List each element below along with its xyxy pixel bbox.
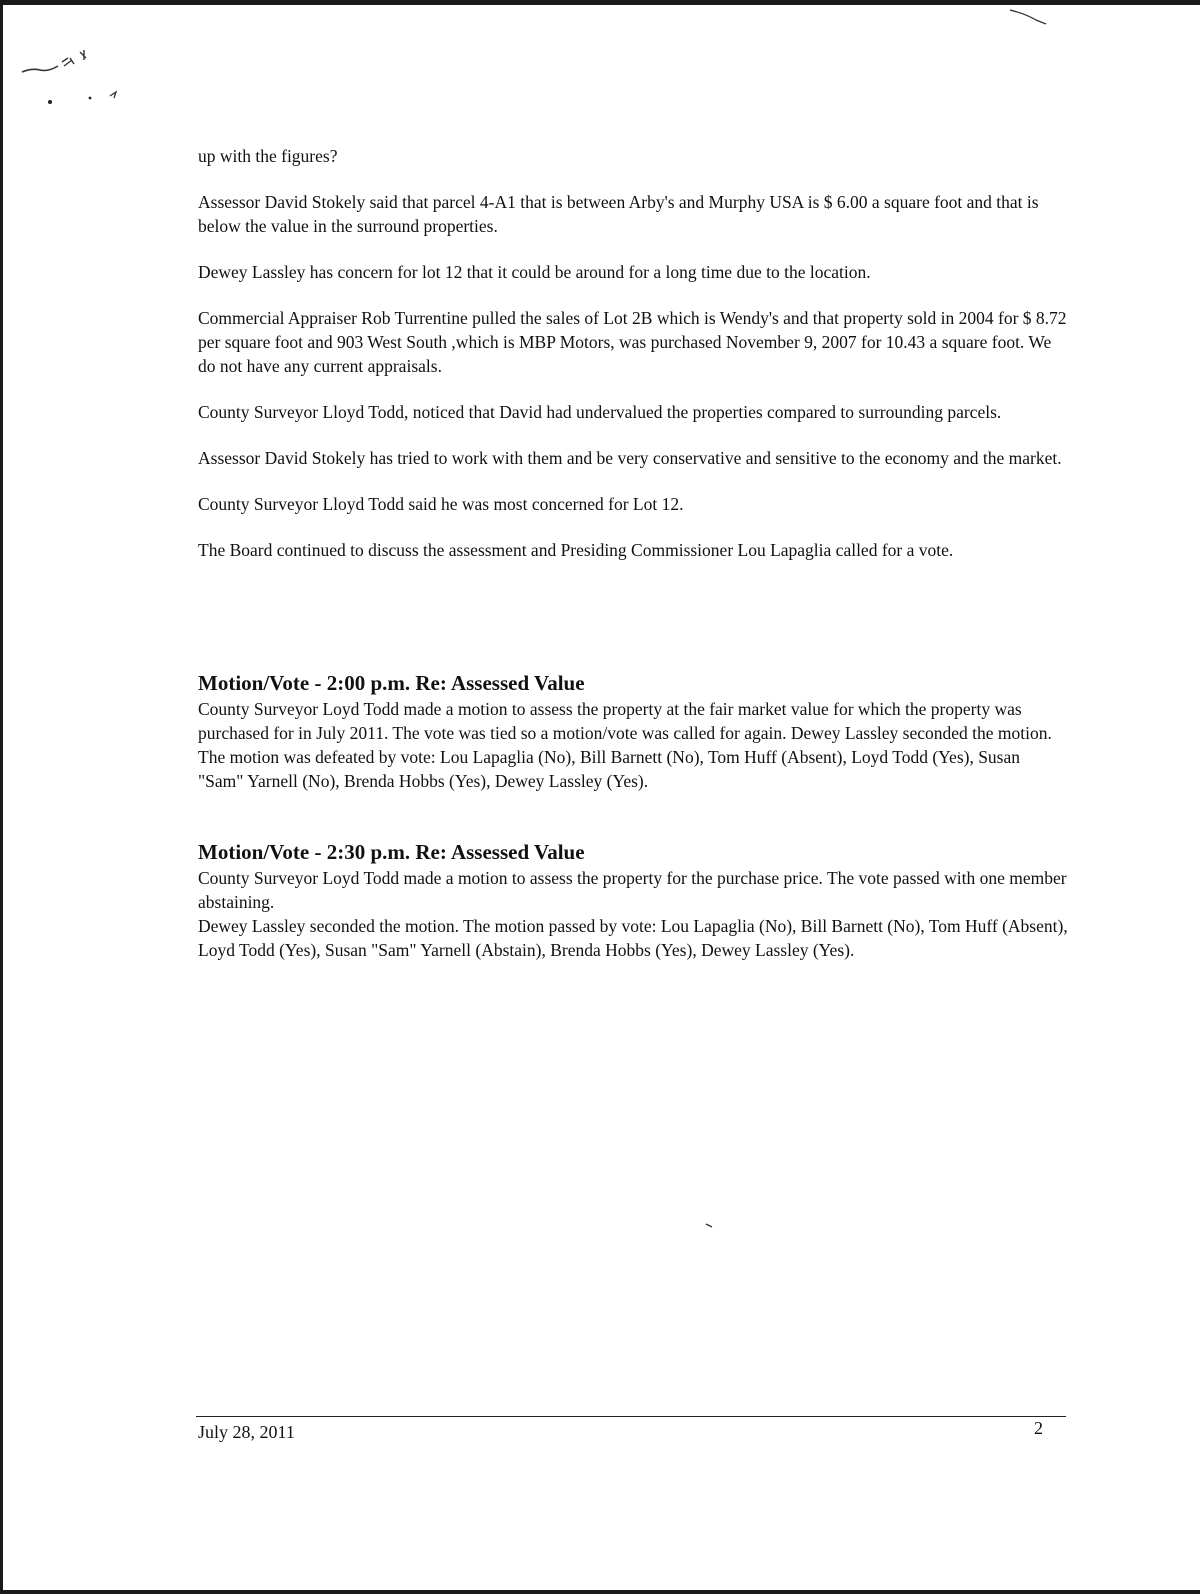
paragraph: Assessor David Stokely has tried to work with them and be very conservative and sensitive to the economy and the market.	[198, 448, 1062, 468]
paragraph: Assessor David Stokely said that parcel 4-A1 that is between Arby's and Murphy USA is $ 6.00 a square foot and that is below the value in the surround properties.	[198, 192, 1039, 236]
motion-heading: Motion/Vote - 2:00 p.m. Re: Assessed Value	[198, 671, 585, 695]
scan-mark-mid	[704, 1222, 716, 1230]
motion-body: Dewey Lassley seconded the motion. The motion passed by vote: Lou Lapaglia (No), Bill Barnett (No), Tom Huff (Absent), Loyd Todd (Yes), Susan "Sam" Yarnell (Abstain), Brenda Hobbs (Yes), Dewey Lassley (Yes).	[198, 916, 1068, 960]
footer-date: July 28, 2011	[198, 1422, 295, 1442]
paragraph: County Surveyor Lloyd Todd said he was most concerned for Lot 12.	[198, 494, 684, 514]
motion-body: County Surveyor Loyd Todd made a motion to assess the property at the fair market value for which the property was purchased for in July 2011. The vote was tied so a motion/vote was called for again. Dewey Lassley seconded the motion. The motion was defeated by vote: Lou Lapaglia (No), Bill Barnett (No), Tom Huff (Absent), Loyd Todd (Yes), Susan "Sam" Yarnell (No), Brenda Hobbs (Yes), Dewey Lassley (Yes).	[198, 699, 1052, 791]
scan-mark-top-right	[1006, 6, 1056, 28]
paragraph: Dewey Lassley has concern for lot 12 that it could be around for a long time due to the location.	[198, 262, 871, 282]
motion-body: County Surveyor Loyd Todd made a motion to assess the property for the purchase price. The vote passed with one member abstaining.	[198, 868, 1067, 912]
motion-heading: Motion/Vote - 2:30 p.m. Re: Assessed Value	[198, 840, 585, 864]
paragraph: up with the figures?	[198, 146, 338, 166]
paragraph: Commercial Appraiser Rob Turrentine pulled the sales of Lot 2B which is Wendy's and that property sold in 2004 for $ 8.72 per square foot and 903 West South ,which is MBP Motors, was purchased November 9, 2007 for 10.43 a square foot. We do not have any current appraisals.	[198, 308, 1067, 376]
scan-mark-top-left	[18, 44, 128, 114]
page-number: 2	[1034, 1418, 1043, 1438]
footer-rule	[196, 1416, 1066, 1417]
paragraph: County Surveyor Lloyd Todd, noticed that David had undervalued the properties compared to surrounding parcels.	[198, 402, 1002, 422]
document-body	[198, 144, 1068, 962]
paragraph: The Board continued to discuss the assessment and Presiding Commissioner Lou Lapaglia called for a vote.	[198, 540, 954, 560]
